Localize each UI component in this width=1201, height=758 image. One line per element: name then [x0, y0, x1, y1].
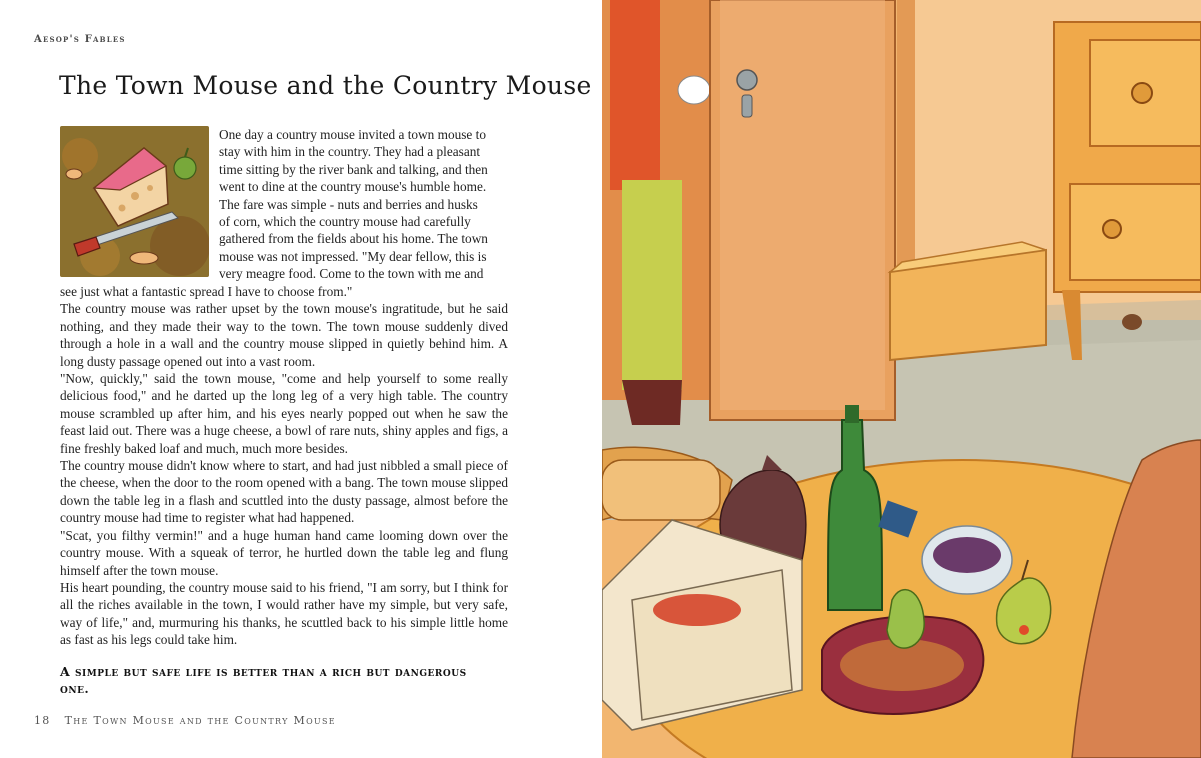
page-number: 18	[34, 714, 51, 727]
page-footer	[34, 714, 336, 727]
cheese-knife-illustration	[60, 126, 209, 277]
story-paragraph: The country mouse was rather upset by the town mouse's ingratitude, but he said nothing, and they made their way to the town. The town mouse suddenly dived through a hole in a wall and the country mouse slipped in quietly behind him. A long dusty passage opened out into a vast room.	[60, 301, 508, 369]
story-body-text	[60, 283, 508, 649]
story-paragraph: "Scat, you filthy vermin!" and a huge human hand came looming down over the country mouse. With a squeak of terror, he hurtled down the table leg and flung himself after the town mouse.	[60, 527, 508, 578]
story-paragraph: "Now, quickly," said the town mouse, "come and help yourself to some really delicious food," and he darted up the long leg of a very high table. The country mouse scrambled up after him, and his eyes nearly popped out when he saw the feast laid out. There was a huge cheese, a bowl of rare nuts, shiny apples and figs, a fine freshly baked loaf and much, much more besides.	[60, 371, 508, 456]
running-head: Aesop's Fables	[34, 34, 126, 45]
story-intro-text	[219, 126, 508, 283]
feast-scene-illustration	[602, 0, 1201, 758]
room-feast-illustration	[602, 0, 1201, 758]
story-title: The Town Mouse and the Country Mouse	[59, 71, 592, 100]
text-line: time sitting by the river bank and talking, and then	[219, 161, 488, 177]
footer-title: The Town Mouse and the Country Mouse	[64, 714, 336, 727]
text-line: gathered from the fields about his home. The town	[219, 231, 488, 247]
text-line: stay with him in the country. They had a pleasant	[219, 144, 481, 160]
text-line: of corn, which the country mouse had carefully	[219, 214, 471, 230]
story-paragraph: The country mouse didn't know where to start, and had just nibbled a small piece of the cheese, when the door to the room opened with a bang. The town mouse slipped down the table leg in a flash and scuttled into the dusty passage, almost before the country mouse had time to register what had happened.	[60, 458, 508, 526]
text-line: One day a country mouse invited a town mouse to	[219, 127, 486, 142]
story-moral: A simple but safe life is better than a rich but dangerous one.	[60, 664, 467, 696]
text-line: very meagre food. Come to the town with me and	[219, 266, 484, 282]
cheese-knife-vignette	[60, 126, 209, 277]
text-line: The fare was simple - nuts and berries and husks	[219, 196, 478, 212]
text-line: mouse was not impressed. "My dear fellow, this is	[219, 248, 487, 264]
story-paragraph: see just what a fantastic spread I have to choose from."	[60, 284, 353, 299]
text-line: went to dine at the country mouse's humble home.	[219, 179, 487, 195]
story-paragraph: His heart pounding, the country mouse said to his friend, "I am sorry, but I think for all the riches available in the town, I would rather have my simple, but very safe, way of life," and, murmuring his thanks, he scuttled back to his simple little home as fast as his legs could take him.	[60, 579, 508, 648]
